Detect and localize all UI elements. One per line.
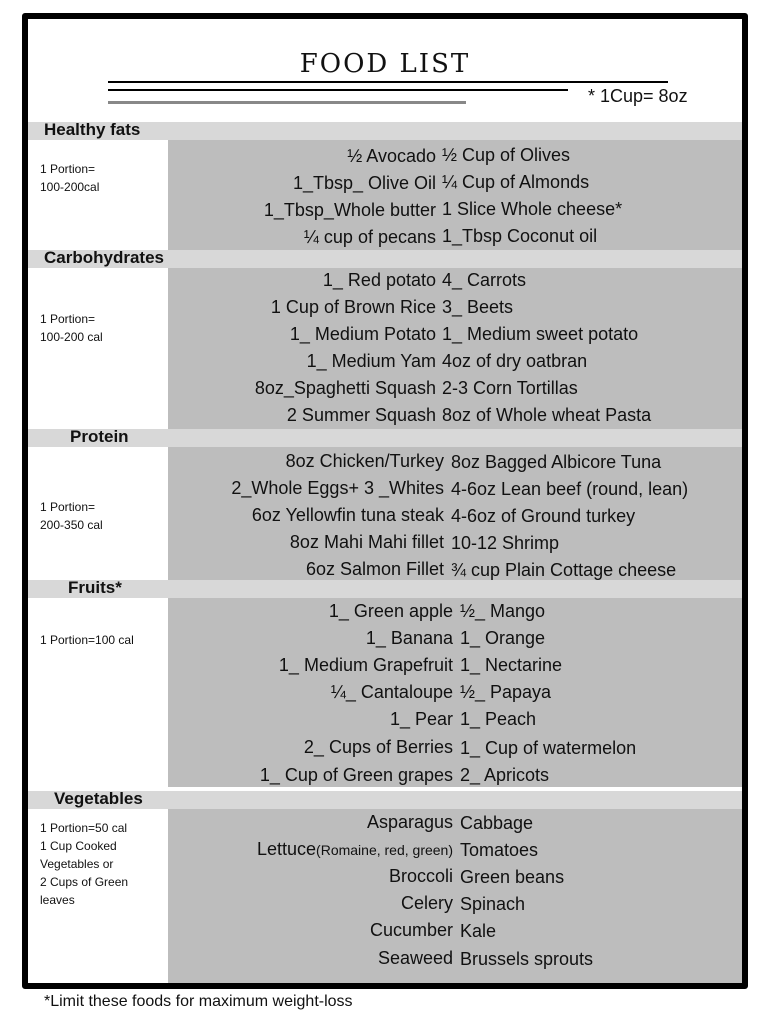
list-item: 8oz Bagged Albicore Tuna: [451, 452, 662, 472]
list-item: ½ Avocado: [347, 146, 436, 166]
list-item: ¾ cup Plain Cottage cheese: [451, 560, 677, 580]
list-item-lettuce: Lettuce: [257, 839, 317, 859]
section-heading-fruits: Fruits*: [68, 578, 122, 597]
list-item: 3_ Beets: [442, 297, 514, 317]
title-rule-top: [108, 81, 668, 83]
list-item: Brussels sprouts: [460, 949, 594, 969]
list-item: ½_ Mango: [460, 601, 546, 621]
list-item: 1_ Banana: [365, 628, 453, 648]
portion-note-healthy-fats: 1 Portion= 100-200cal: [40, 162, 100, 194]
section-block-healthy-fats: [168, 140, 742, 250]
list-item: 1_ Orange: [460, 628, 546, 648]
list-item: 4-6oz Lean beef (round, lean): [451, 479, 689, 499]
title-rule-middle: [108, 89, 568, 91]
section-heading-vegetables: Vegetables: [54, 789, 143, 808]
list-item: 1_ Medium sweet potato: [442, 324, 639, 344]
list-item: 2_Whole Eggs+ 3 _Whites: [231, 478, 444, 498]
section-heading-protein: Protein: [70, 427, 129, 446]
list-item: 1_ Red potato: [322, 270, 436, 290]
list-item: ½_ Papaya: [460, 682, 552, 702]
list-item: 1_ Nectarine: [460, 655, 563, 675]
list-item: 8oz of Whole wheat Pasta: [442, 405, 652, 425]
footnote: *Limit these foods for maximum weight-loss: [44, 993, 353, 1010]
list-item: Cabbage: [460, 813, 534, 833]
section-block-vegetables: [168, 809, 742, 983]
section-heading-healthy-fats: Healthy fats: [44, 120, 141, 139]
list-item: 2_ Cups of Berries: [303, 737, 453, 757]
list-item: ½ Cup of Olives: [442, 145, 571, 165]
list-item: Seaweed: [377, 948, 453, 968]
list-item: 8oz Chicken/Turkey: [285, 451, 444, 471]
portion-note-vegetables: 1 Portion=50 cal 1 Cup Cooked Vegetables or 2 Cups of Green leaves: [40, 821, 129, 907]
portion-note-carbohydrates: 1 Portion= 100-200 cal: [40, 312, 103, 344]
list-item: 10-12 Shrimp: [451, 533, 560, 553]
section-heading-carbohydrates: Carbohydrates: [44, 248, 164, 267]
list-item: 8oz_Spaghetti Squash: [254, 378, 436, 398]
list-item: 1_Tbsp_Whole butter: [263, 200, 436, 220]
list-item: 6oz Yellowfin tuna steak: [251, 505, 444, 525]
cup-conversion-note: * 1Cup= 8oz: [588, 86, 688, 106]
title-rule-bottom: [108, 101, 466, 104]
section-block-carbohydrates: [168, 268, 742, 429]
list-item: 4-6oz of Ground turkey: [451, 506, 636, 526]
list-item: 1 Cup of Brown Rice: [270, 297, 436, 317]
list-item: 1_ Medium Grapefruit: [278, 655, 453, 675]
list-item: 1_ Medium Yam: [306, 351, 436, 371]
food-list-sheet: [22, 13, 748, 989]
list-item: 2-3 Corn Tortillas: [442, 378, 578, 398]
section-block-protein: [168, 447, 742, 580]
list-item: 2_ Apricots: [460, 765, 550, 785]
list-item: Celery: [400, 893, 453, 913]
list-item: Spinach: [460, 894, 526, 914]
list-item: Tomatoes: [460, 840, 539, 860]
list-item: Asparagus: [366, 812, 453, 832]
list-item: 1_ Cup of watermelon: [460, 738, 637, 758]
list-item: Green beans: [460, 867, 565, 887]
list-item: 1_ Cup of Green grapes: [259, 765, 453, 785]
list-item: 1_ Green apple: [328, 601, 453, 621]
list-item: 8oz Mahi Mahi fillet: [289, 532, 444, 552]
page-title: FOOD LIST: [299, 49, 471, 79]
list-item-lettuce-varieties: (Romaine, red, green): [316, 842, 453, 858]
portion-note-protein: 1 Portion= 200-350 cal: [40, 500, 103, 532]
list-item: Broccoli: [388, 866, 453, 886]
list-item: 6oz Salmon Fillet: [305, 559, 444, 579]
list-item: 4oz of dry oatbran: [442, 351, 588, 371]
list-item: [257, 839, 453, 860]
list-item: Kale: [460, 921, 497, 941]
section-band-protein: [28, 429, 742, 447]
list-item: Cucumber: [369, 920, 453, 940]
list-item: ¼_ Cantaloupe: [330, 682, 453, 702]
section-block-fruits: [168, 598, 742, 787]
portion-note-fruits: 1 Portion=100 cal: [40, 633, 134, 647]
list-item: 1_Tbsp Coconut oil: [442, 226, 598, 246]
list-item: 2 Summer Squash: [286, 405, 436, 425]
list-item: 4_ Carrots: [442, 270, 527, 290]
list-item: ¼ cup of pecans: [303, 227, 436, 247]
list-item: 1_ Medium Potato: [289, 324, 436, 344]
list-item: 1 Slice Whole cheese*: [442, 199, 623, 219]
section-band-fruits: [28, 580, 742, 598]
list-item: 1_ Peach: [460, 709, 537, 729]
list-item: 1_Tbsp_ Olive Oil: [292, 173, 436, 193]
list-item: 1_ Pear: [389, 709, 453, 729]
list-item: ¼ Cup of Almonds: [442, 172, 590, 192]
